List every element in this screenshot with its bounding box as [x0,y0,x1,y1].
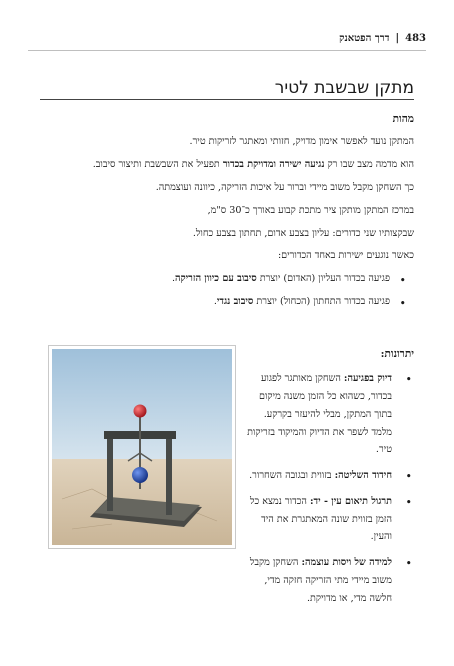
paragraph-text: הוא מדמה מצב שבו רק [324,159,414,171]
essence-paragraph-1: המתקן נועד לאפשר אימון מדויק, חזותי ומאתגר לזריקות טיר. [189,136,414,148]
book-title: דרך הפטאנק [339,32,390,44]
list-item-text: פגיעה בכדור העליון (האדום) יוצרת [256,273,390,285]
essence-paragraph-5: שבקצותיו שני כדורים: עליון בצבע אדום, תחתון בצבע כחול. [192,227,414,239]
bottom-blue-ball [132,467,148,483]
essence-paragraph-3: כך השחקן מקבל משוב מיידי וברור על איכות הזריקה, כיוונה ועוצמתה. [155,181,414,193]
right-post [166,437,172,515]
list-item-text: השחקן מאותגר לפגוע בכדור, כשהוא כל הזמן משנה מיקום בתוך המתקן, מבלי להיעזר בקרקע. מלמד לשפר את הדיוק והמיקוד בזריקות טיר. [247,373,392,456]
page-number: 483 [405,32,426,44]
paragraph-emphasis: נגיעה ישירה ומדויקת בכדור [222,159,325,171]
list-item [246,493,414,546]
header-separator: | [395,32,400,44]
advantages-heading: יתרונות: [380,348,414,360]
apparatus-photo [52,349,232,545]
list-item [40,271,408,288]
hit-effects-list [40,271,408,311]
list-item-emphasis: למידה של ויסות עוצמה: [301,557,392,569]
advantages-section [246,345,414,615]
apparatus-photo-frame [48,345,236,549]
list-item [246,370,414,459]
essence-paragraph-4: במרכז המתקן מותקן ציר מתכת קבוע באורך כ־30 ס"מ, [207,204,414,216]
title-divider [40,99,414,100]
paragraph-text: תפעיל את השבשבת ותיצור סיבוב. [92,159,223,171]
list-item-emphasis: דיוק בפגיעה: [343,373,392,385]
list-item-text: בזווית ובגובה השחרור. [249,470,335,482]
page-title: מתקן שבשבת לטיר [274,78,414,98]
list-item [246,467,414,485]
list-item-text: . [213,295,217,307]
list-item-text: . [171,273,176,285]
essence-paragraph-2 [40,157,414,174]
essence-heading: מהות [392,113,414,125]
advantages-list [246,370,414,607]
header-divider [28,50,426,51]
list-item [246,554,414,607]
essence-paragraph-6: כאשר נוגעים ישירות באחד הכדורים: [277,250,414,262]
list-item-emphasis: חידוד השליטה: [334,470,392,482]
top-red-ball [134,405,147,418]
left-post [107,433,113,511]
list-item-emphasis: תרגול תיאום עין - יד: [309,495,392,507]
list-item-text: השחקן מקבל משוב מיידי מתי הזריקה חזקה מדי, חלשה מדי, או מדויקת. [249,557,392,604]
essence-section [40,110,414,319]
list-item [40,294,408,311]
advantages-row [40,345,414,615]
list-item-emphasis: סיבוב נגדי [216,295,254,307]
list-item-emphasis: סיבוב עם כיוון הזריקה [175,273,257,285]
list-item-text: הכדור נמצא כל הזמן בזווית שונה המאתגרת את היד והעין. [250,495,392,543]
page-header [28,30,426,46]
list-item-text: פגיעה בכדור התחתון (הכחול) יוצרת [253,295,390,307]
